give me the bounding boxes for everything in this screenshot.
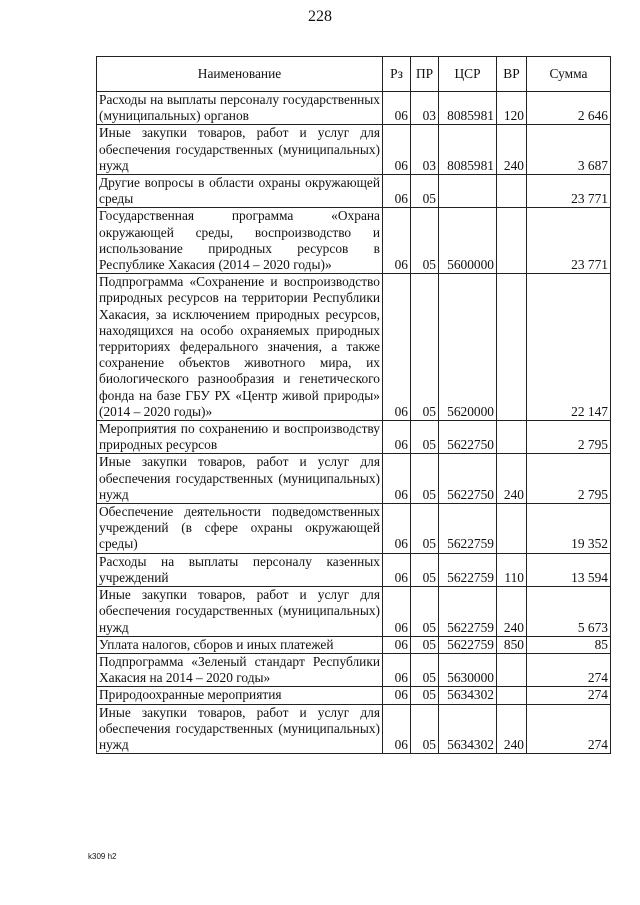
cell-sum: 22 147: [527, 274, 611, 421]
header-name: Наименование: [97, 57, 383, 92]
cell-sum: 2 646: [527, 92, 611, 125]
cell-vr: [497, 421, 527, 454]
cell-name: Мероприятия по сохранению и воспроизводству природных ресурсов: [97, 421, 383, 454]
cell-csr: 8085981: [439, 125, 497, 175]
cell-rz: 06: [383, 92, 411, 125]
table-row: [97, 653, 611, 686]
cell-vr: 110: [497, 553, 527, 586]
cell-sum: 5 673: [527, 587, 611, 637]
cell-csr: 5622750: [439, 421, 497, 454]
cell-sum: 2 795: [527, 454, 611, 504]
cell-vr: [497, 504, 527, 554]
cell-sum: 85: [527, 636, 611, 653]
cell-sum: 19 352: [527, 504, 611, 554]
footer-code: k309 h2: [88, 852, 117, 861]
cell-sum: 23 771: [527, 208, 611, 274]
cell-name: Государственная программа «Охрана окружающей среды, воспроизводство и использование природных ресурсов в Республике Хакасия (2014 – 2020 годы)»: [97, 208, 383, 274]
cell-rz: 06: [383, 504, 411, 554]
cell-rz: 06: [383, 587, 411, 637]
cell-vr: [497, 274, 527, 421]
cell-name: Подпрограмма «Зеленый стандарт Республики Хакасия на 2014 – 2020 годы»: [97, 653, 383, 686]
cell-rz: 06: [383, 125, 411, 175]
cell-vr: [497, 175, 527, 208]
cell-pr: 05: [411, 208, 439, 274]
cell-pr: 05: [411, 421, 439, 454]
cell-sum: 23 771: [527, 175, 611, 208]
cell-sum: 13 594: [527, 553, 611, 586]
cell-sum: 3 687: [527, 125, 611, 175]
cell-name: Иные закупки товаров, работ и услуг для обеспечения государственных (муниципальных) нужд: [97, 587, 383, 637]
cell-pr: 05: [411, 175, 439, 208]
cell-name: Иные закупки товаров, работ и услуг для обеспечения государственных (муниципальных) нужд: [97, 704, 383, 754]
cell-name: Расходы на выплаты персоналу государственных (муниципальных) органов: [97, 92, 383, 125]
table-row: [97, 587, 611, 637]
cell-vr: [497, 687, 527, 704]
cell-rz: 06: [383, 175, 411, 208]
cell-csr: 5622759: [439, 553, 497, 586]
cell-csr: 5630000: [439, 653, 497, 686]
header-pr: ПР: [411, 57, 439, 92]
page-number: 228: [308, 8, 332, 25]
table-row: [97, 421, 611, 454]
table-row: [97, 504, 611, 554]
cell-name: Подпрограмма «Сохранение и воспроизводство природных ресурсов на территории Республики Хакасия, за исключением природных ресурсов, находящихся на особо охраняемых природных территориях федерального значения, а также сохранение объектов животного мира, их биологического разнообразия и генетического фонда на базе ГБУ РХ «Центр живой природы» (2014 – 2020 годы)»: [97, 274, 383, 421]
cell-sum: 274: [527, 687, 611, 704]
table-row: [97, 92, 611, 125]
cell-rz: 06: [383, 454, 411, 504]
cell-csr: 5622759: [439, 636, 497, 653]
cell-sum: 274: [527, 653, 611, 686]
table-row: [97, 175, 611, 208]
cell-rz: 06: [383, 274, 411, 421]
table-row: [97, 636, 611, 653]
header-csr: ЦСР: [439, 57, 497, 92]
cell-pr: 05: [411, 553, 439, 586]
cell-csr: [439, 175, 497, 208]
cell-name: Расходы на выплаты персоналу казенных учреждений: [97, 553, 383, 586]
cell-pr: 03: [411, 92, 439, 125]
cell-sum: 2 795: [527, 421, 611, 454]
cell-name: Обеспечение деятельности подведомственных учреждений (в сфере охраны окружающей среды): [97, 504, 383, 554]
cell-pr: 05: [411, 687, 439, 704]
table-row: [97, 687, 611, 704]
cell-pr: 05: [411, 636, 439, 653]
cell-pr: 05: [411, 504, 439, 554]
cell-csr: 5622750: [439, 454, 497, 504]
table-row: [97, 454, 611, 504]
cell-rz: 06: [383, 208, 411, 274]
table-row: [97, 553, 611, 586]
cell-vr: 240: [497, 454, 527, 504]
table-row: [97, 274, 611, 421]
table-header-row: [97, 57, 611, 92]
cell-vr: [497, 208, 527, 274]
cell-pr: 05: [411, 704, 439, 754]
cell-vr: [497, 653, 527, 686]
cell-sum: 274: [527, 704, 611, 754]
table-body: [97, 92, 611, 754]
header-vr: ВР: [497, 57, 527, 92]
cell-rz: 06: [383, 704, 411, 754]
cell-name: Иные закупки товаров, работ и услуг для обеспечения государственных (муниципальных) нужд: [97, 125, 383, 175]
table-row: [97, 208, 611, 274]
budget-table: [96, 56, 611, 754]
cell-pr: 05: [411, 274, 439, 421]
cell-vr: 240: [497, 125, 527, 175]
cell-csr: 5622759: [439, 504, 497, 554]
header-sum: Сумма: [527, 57, 611, 92]
cell-vr: 240: [497, 587, 527, 637]
cell-csr: 5622759: [439, 587, 497, 637]
table-row: [97, 704, 611, 754]
cell-pr: 05: [411, 653, 439, 686]
cell-rz: 06: [383, 421, 411, 454]
cell-pr: 05: [411, 587, 439, 637]
cell-name: Природоохранные мероприятия: [97, 687, 383, 704]
cell-rz: 06: [383, 687, 411, 704]
cell-csr: 5600000: [439, 208, 497, 274]
cell-csr: 5634302: [439, 687, 497, 704]
cell-csr: 8085981: [439, 92, 497, 125]
cell-vr: 120: [497, 92, 527, 125]
cell-name: Другие вопросы в области охраны окружающей среды: [97, 175, 383, 208]
cell-vr: 240: [497, 704, 527, 754]
cell-rz: 06: [383, 636, 411, 653]
cell-name: Иные закупки товаров, работ и услуг для обеспечения государственных (муниципальных) нужд: [97, 454, 383, 504]
cell-pr: 03: [411, 125, 439, 175]
cell-vr: 850: [497, 636, 527, 653]
cell-csr: 5634302: [439, 704, 497, 754]
cell-csr: 5620000: [439, 274, 497, 421]
cell-rz: 06: [383, 653, 411, 686]
cell-rz: 06: [383, 553, 411, 586]
header-rz: Рз: [383, 57, 411, 92]
table-row: [97, 125, 611, 175]
cell-name: Уплата налогов, сборов и иных платежей: [97, 636, 383, 653]
cell-pr: 05: [411, 454, 439, 504]
